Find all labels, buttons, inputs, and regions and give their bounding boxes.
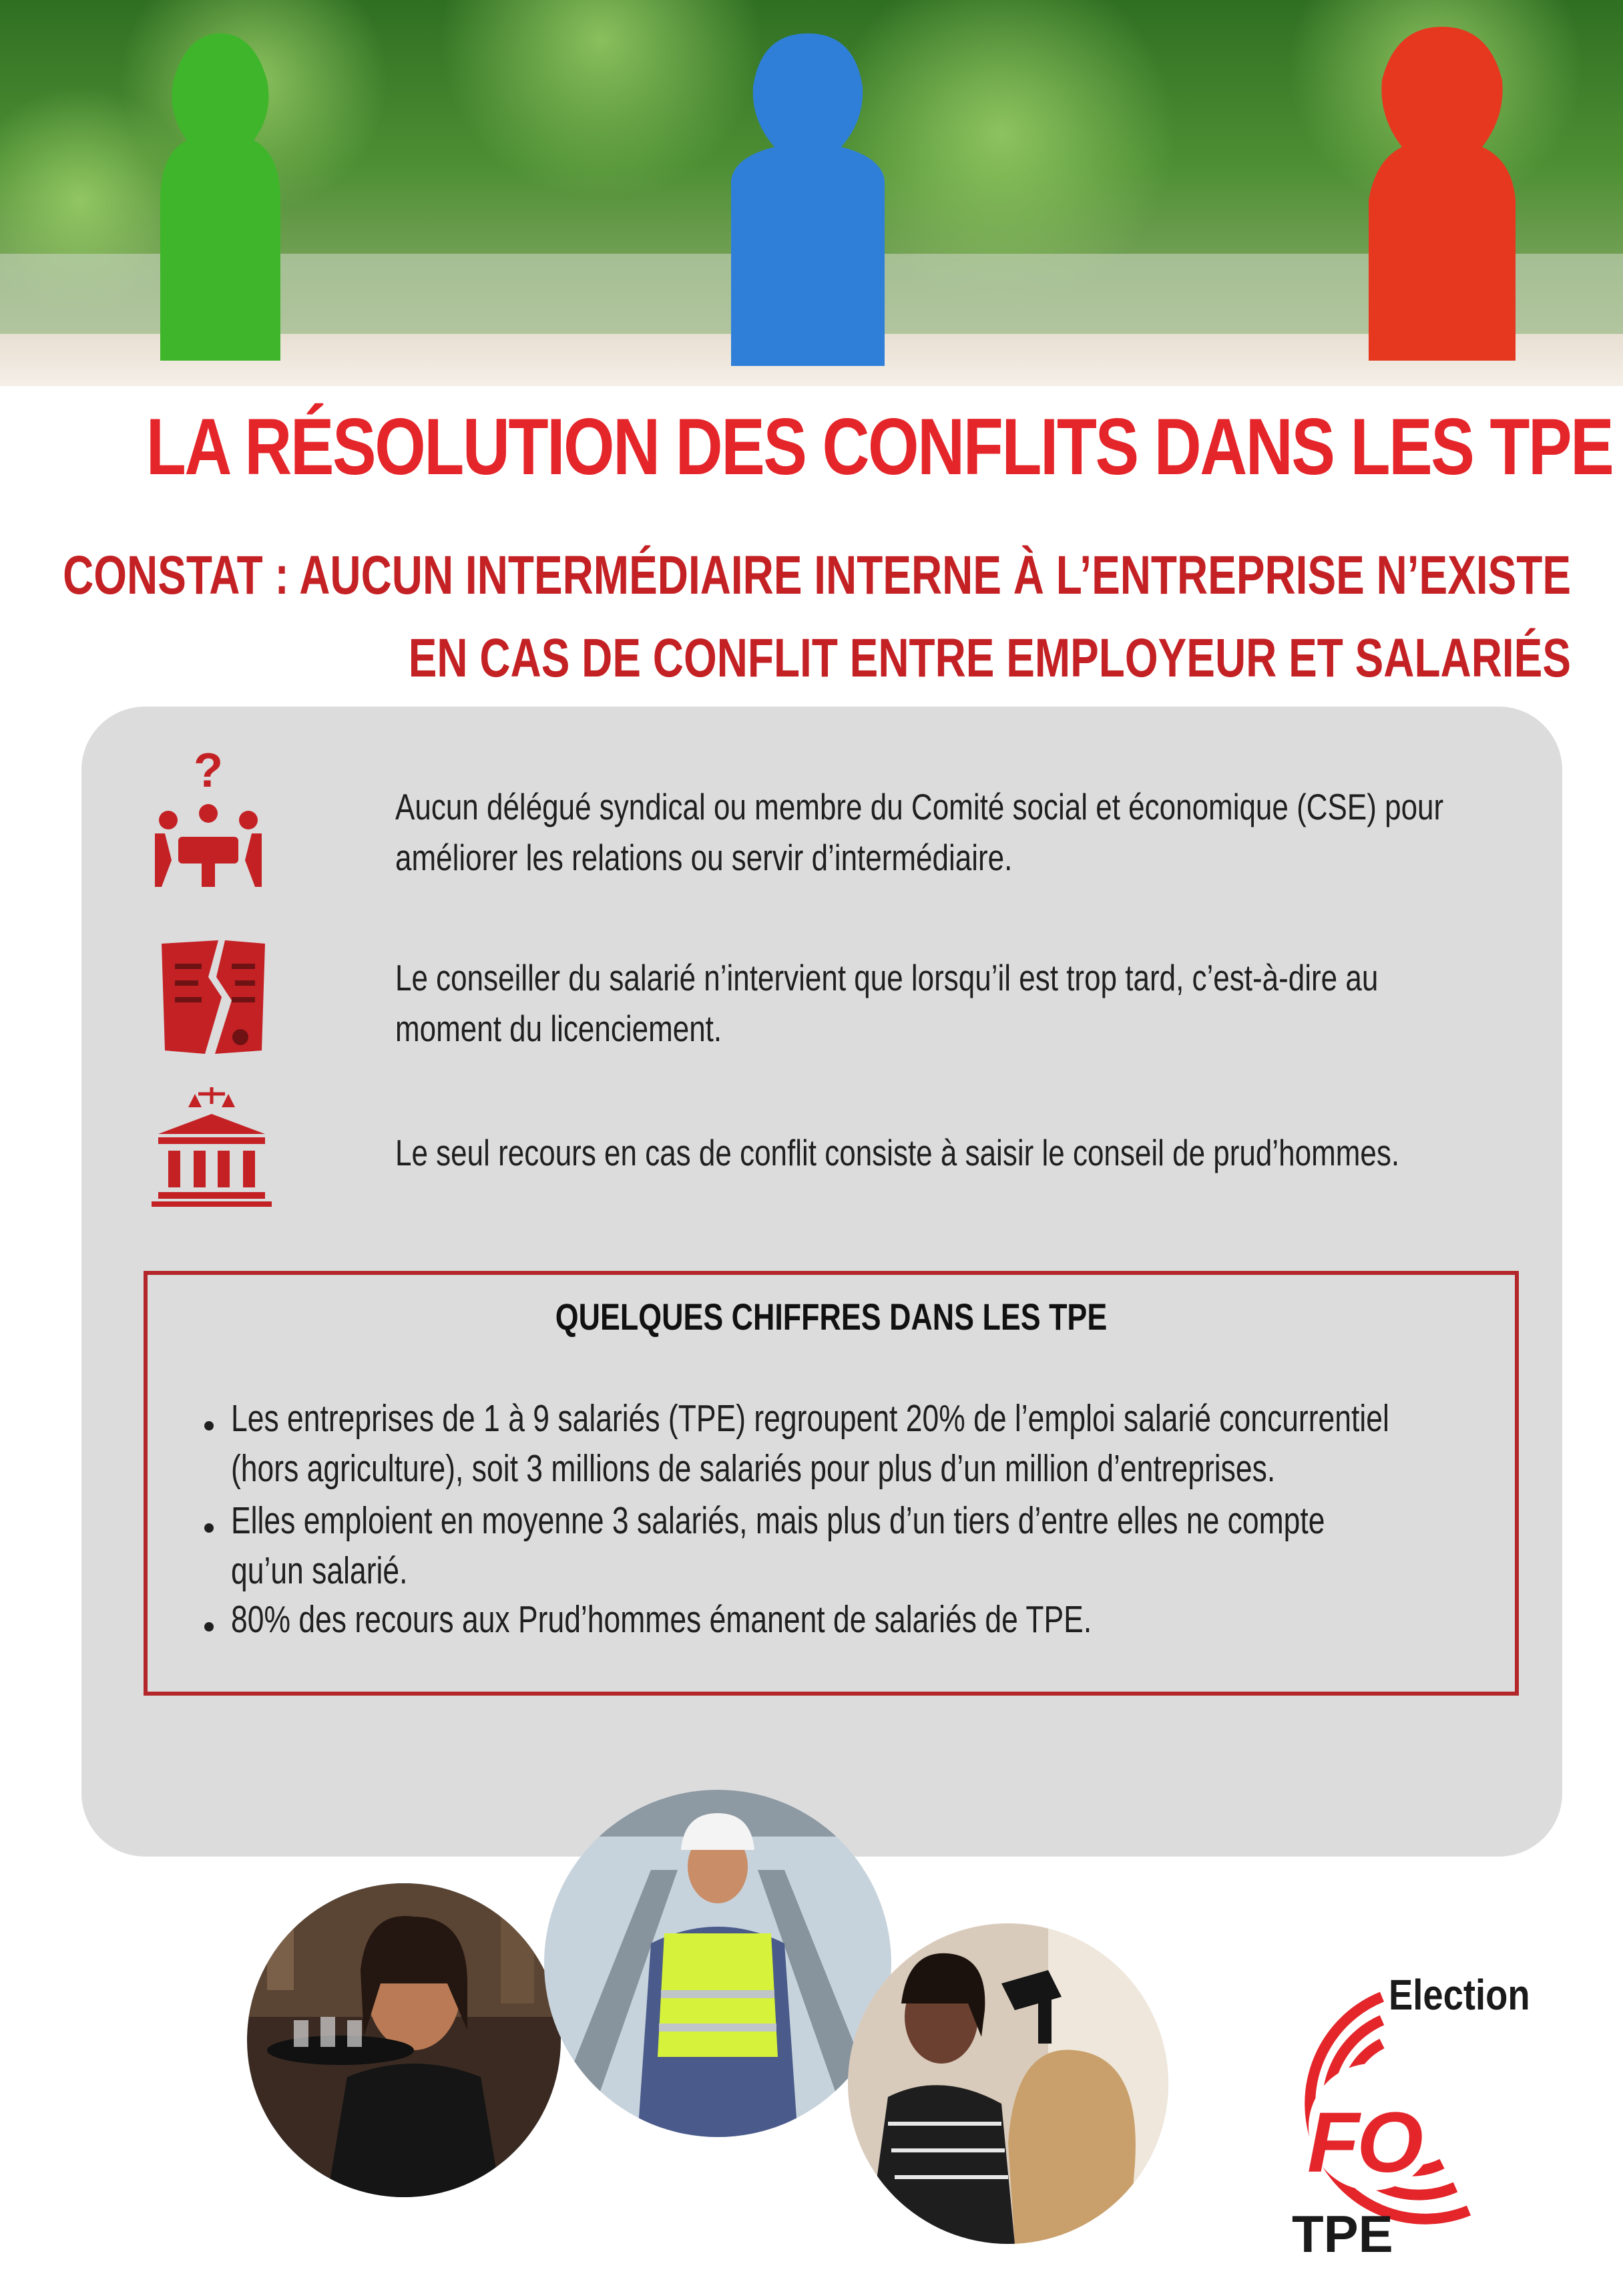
figure-bullet-3-line-1: 80% des recours aux Prud’hommes émanent de salariés de TPE. — [231, 1598, 1092, 1641]
meeting-question-icon — [142, 747, 275, 894]
page-title: LA RÉSOLUTION DES CONFLITS DANS LES TPE — [146, 402, 1613, 492]
figure-bullet-2 — [231, 1496, 1325, 1596]
item-2-line-1: Le conseiller du salarié n’intervient que lorsqu’il est trop tard, c’est-à-dire au — [395, 957, 1379, 998]
figure-bullet-2-line-1: Elles emploient en moyenne 3 salariés, mais plus d’un tiers d’entre elles ne compte — [231, 1499, 1325, 1542]
figure-bullet-1-line-2: (hors agriculture), soit 3 millions de salariés pour plus d’un million d’entreprises. — [231, 1447, 1276, 1490]
hairdresser-photo — [848, 1923, 1168, 2244]
fo-election-tpe-logo — [1248, 1957, 1556, 2271]
key-figures-box — [144, 1271, 1519, 1696]
item-1-text — [395, 781, 1443, 883]
item-3-line-1: Le seul recours en cas de conflit consiste à saisir le conseil de prud’hommes. — [395, 1132, 1400, 1173]
bullet-dot-icon — [204, 1622, 214, 1632]
torn-contract-icon — [155, 937, 268, 1057]
courthouse-icon — [148, 1084, 275, 1211]
figure-bullet-2-line-2: qu’un salarié. — [231, 1549, 408, 1592]
figure-bullet-3 — [231, 1595, 1092, 1645]
subtitle-line-2: EN CAS DE CONFLIT ENTRE EMPLOYEUR ET SALARIÉS — [408, 628, 1572, 689]
waitress-photo — [247, 1883, 561, 2197]
subtitle-line-1: CONSTAT : AUCUN INTERMÉDIAIRE INTERNE À L’ENTREPRISE N’EXISTE — [63, 545, 1571, 606]
item-2-line-2: moment du licenciement. — [395, 1008, 722, 1049]
item-2-text — [395, 952, 1378, 1054]
figure-bullet-1-line-1: Les entreprises de 1 à 9 salariés (TPE) regroupent 20% de l’emploi salarié concurrentiel — [231, 1397, 1389, 1440]
logo-fo-text: FO — [1307, 2095, 1421, 2190]
bullet-dot-icon — [204, 1523, 214, 1533]
construction-worker-photo — [544, 1790, 891, 2137]
item-1-line-2: améliorer les relations ou servir d’intermédiaire. — [395, 837, 1013, 878]
key-figures-title: QUELQUES CHIFFRES DANS LES TPE — [555, 1296, 1108, 1338]
logo-election-text: Election — [1389, 1971, 1530, 2019]
item-3-text — [395, 1127, 1399, 1178]
hero-figurines-image — [0, 0, 1623, 386]
svg-text:?: ? — [194, 747, 223, 797]
bullet-dot-icon — [204, 1421, 214, 1430]
figure-bullet-1 — [231, 1394, 1389, 1494]
page-subtitle — [63, 534, 1571, 700]
item-1-line-1: Aucun délégué syndical ou membre du Comité social et économique (CSE) pour — [395, 786, 1444, 827]
logo-tpe-text: TPE — [1292, 2205, 1393, 2263]
